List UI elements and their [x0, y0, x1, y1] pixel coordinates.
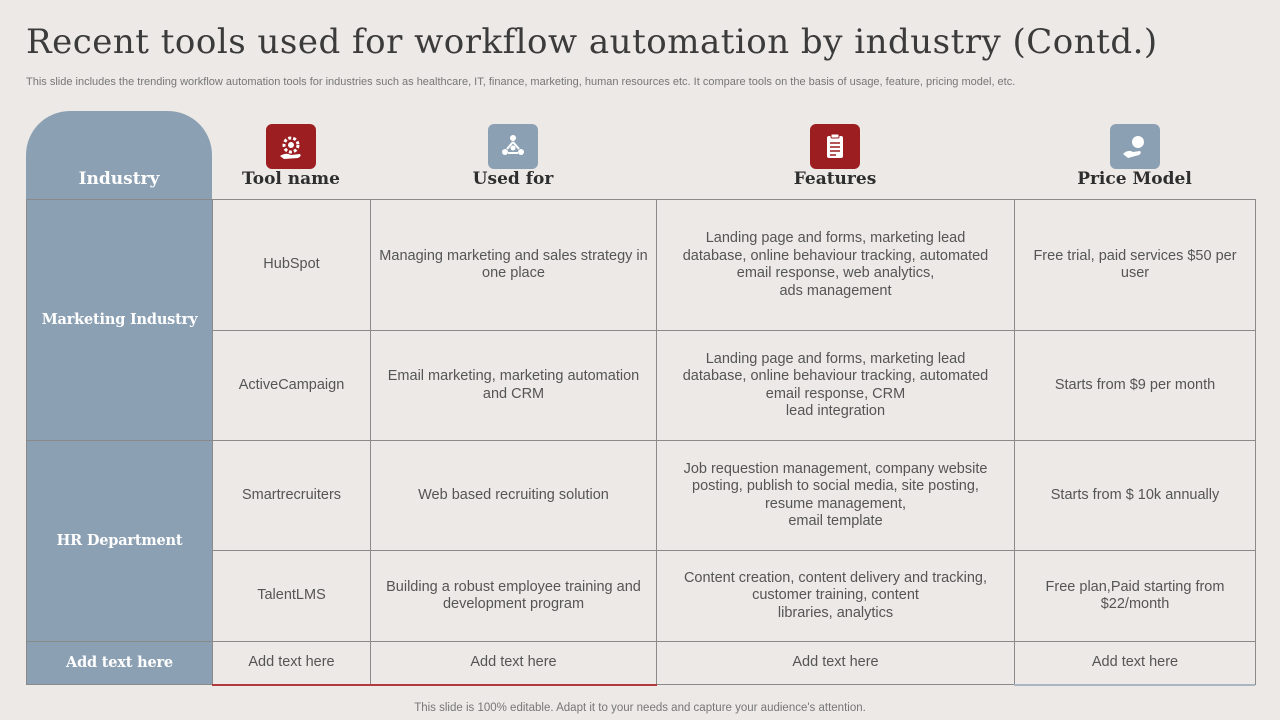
placeholder-cell: Add text here: [1015, 642, 1256, 685]
column-header-features: [656, 111, 1014, 199]
features-line: lead integration: [785, 403, 886, 419]
features-line: libraries, analytics: [777, 604, 894, 621]
industry-cell-placeholder: Add text here: [27, 642, 213, 685]
column-header-used-for: [370, 111, 656, 199]
industry-cell-hr: HR Department: [27, 441, 213, 642]
table-row: [27, 642, 1256, 685]
column-label: Features: [793, 169, 877, 189]
workflow-cycle-icon: [488, 124, 538, 169]
features-line: ads management: [779, 282, 892, 299]
features-line: database, online behaviour tracking, automated: [682, 247, 989, 264]
used-for-cell: Email marketing, marketing automation and CRM: [371, 331, 657, 441]
placeholder-cell: Add text here: [371, 642, 657, 685]
price-cell: Starts from $9 per month: [1015, 331, 1256, 441]
industry-header-label: Industry: [78, 169, 160, 189]
clipboard-checklist-icon: [810, 124, 860, 169]
features-line: posting, publish to social media, site posting,: [692, 478, 979, 494]
table-row: [27, 200, 1256, 331]
features-line: Content creation, content delivery and tracking,: [683, 569, 988, 586]
tools-table: [26, 199, 1256, 685]
industry-cell-marketing: Marketing Industry: [27, 200, 213, 441]
placeholder-cell: Add text here: [213, 642, 371, 685]
industry-header: [26, 111, 212, 199]
features-line: resume management,: [764, 495, 907, 512]
used-for-cell: Building a robust employee training and development program: [371, 551, 657, 642]
features-line: email template: [788, 513, 883, 529]
column-header-price-model: [1014, 111, 1255, 199]
column-label: Price Model: [1077, 169, 1192, 189]
price-cell: Free trial, paid services $50 per user: [1015, 200, 1256, 331]
placeholder-cell: Add text here: [657, 642, 1015, 685]
column-header-tool-name: [212, 111, 370, 199]
tool-name-cell: TalentLMS: [213, 551, 371, 642]
features-line: customer training, content: [752, 587, 919, 604]
slide-footer: This slide is 100% editable. Adapt it to your needs and capture your audience's attention.: [414, 702, 866, 714]
slide-title: Recent tools used for workflow automation by industry (Contd.): [26, 22, 1158, 62]
used-for-cell: Web based recruiting solution: [371, 441, 657, 551]
table-row: [27, 441, 1256, 551]
hand-money-icon: [1110, 124, 1160, 169]
tool-name-cell: ActiveCampaign: [213, 331, 371, 441]
used-for-cell: Managing marketing and sales strategy in one place: [371, 200, 657, 331]
features-line: database, online behaviour tracking, automated: [682, 368, 989, 384]
features-line: email response, web analytics,: [736, 265, 935, 281]
features-line: Landing page and forms, marketing lead: [705, 350, 966, 367]
features-cell: [657, 200, 1015, 331]
accent-line-blue: [1014, 684, 1255, 686]
features-cell: [657, 551, 1015, 642]
column-label: Used for: [472, 169, 554, 189]
price-cell: Starts from $ 10k annually: [1015, 441, 1256, 551]
slide-subtitle: This slide includes the trending workflow automation tools for industries such as healthcare, IT, finance, marketing, human resources etc. It compare tools on the basis of usage, feature, pricing model, etc.: [26, 76, 1016, 88]
features-line: Landing page and forms, marketing lead: [705, 230, 966, 246]
gear-hand-icon: [266, 124, 316, 169]
features-cell: [657, 441, 1015, 551]
features-line: email response, CRM: [765, 385, 906, 402]
table-bottom-accent: [212, 684, 1255, 686]
price-cell: Free plan,Paid starting from $22/month: [1015, 551, 1256, 642]
column-label: Tool name: [242, 169, 340, 189]
features-line: Job requestion management, company website: [683, 460, 988, 477]
tool-name-cell: Smartrecruiters: [213, 441, 371, 551]
features-cell: [657, 331, 1015, 441]
accent-line-red: [212, 684, 657, 686]
tool-name-cell: HubSpot: [213, 200, 371, 331]
